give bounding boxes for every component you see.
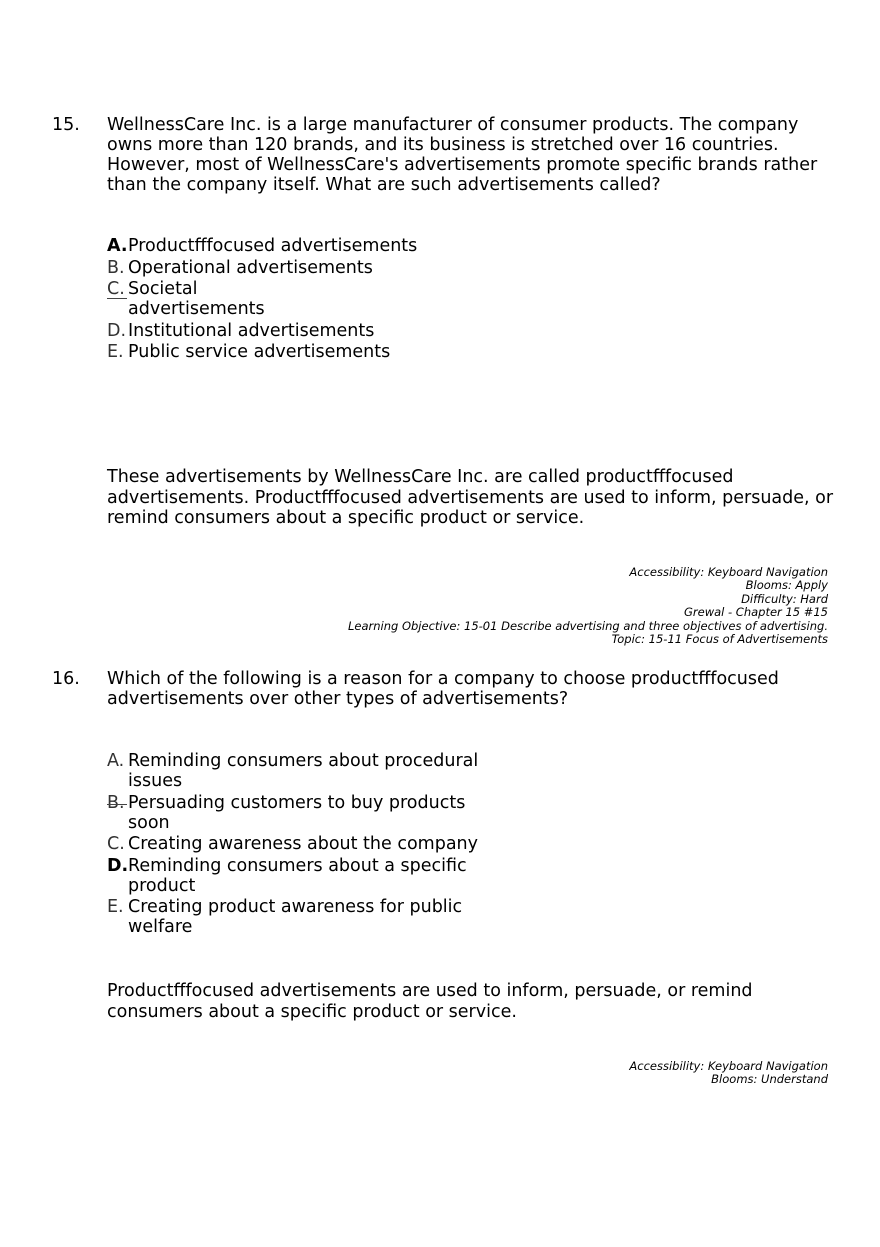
answer-option-a — [107, 751, 487, 791]
option-text: Persuading customers to buy products soon — [128, 792, 466, 833]
answer-option-c — [107, 834, 487, 854]
question-text: Which of the following is a reason for a company to choose productfffocused advertisements over other types of advertisements? — [107, 669, 779, 709]
meta-difficulty: Difficulty: Hard — [741, 591, 828, 606]
answer-option-b — [107, 793, 487, 833]
meta-learning-objective: Learning Objective: 15-01 Describe advertising and three objectives of advertising. — [347, 618, 828, 633]
answer-option-c — [107, 279, 265, 319]
blank-line-mark — [107, 804, 127, 805]
answer-option-a — [107, 236, 527, 256]
option-letter: B. — [107, 257, 125, 278]
question-metadata — [348, 566, 828, 646]
answer-option-e — [107, 897, 487, 937]
meta-topic: Topic: 15-11 Focus of Advertisements — [611, 632, 828, 647]
option-letter: D. — [107, 855, 129, 876]
option-letter: A. — [107, 751, 125, 771]
option-letter: D. — [107, 320, 127, 341]
meta-blooms: Blooms: Apply — [745, 578, 828, 593]
answer-explanation: These advertisements by WellnessCare Inc. are called productfffocused advertisements. Productfffocused advertisements are used to inform, persuade, or remind consumers about a specific product or service. — [107, 467, 834, 528]
meta-accessibility: Accessibility: Keyboard Navigation — [629, 1059, 828, 1073]
option-text: Operational advertisements — [128, 257, 373, 278]
option-text: Reminding consumers about procedural issues — [128, 751, 479, 791]
answer-option-d — [107, 856, 487, 896]
option-text: Productfffocused advertisements — [128, 236, 418, 256]
meta-blooms: Blooms: Understand — [711, 1072, 828, 1087]
option-text: Public service advertisements — [128, 342, 391, 362]
option-text: Institutional advertisements — [128, 320, 375, 341]
answer-option-e — [107, 342, 527, 362]
answer-option-b — [107, 258, 527, 278]
option-text: Creating product awareness for public welfare — [128, 897, 463, 937]
question-number: 16. — [52, 669, 80, 689]
option-text: Societal advertisements — [128, 279, 265, 319]
answer-options — [107, 236, 527, 364]
option-letter: C. — [107, 279, 125, 299]
question-number: 15. — [52, 115, 80, 135]
option-letter: E. — [107, 897, 124, 917]
meta-source: Grewal - Chapter 15 #15 — [683, 605, 828, 620]
question-metadata — [629, 1060, 828, 1087]
option-letter: A. — [107, 236, 128, 256]
option-letter: C. — [107, 834, 125, 854]
option-letter: B. — [107, 792, 125, 813]
option-text: Reminding consumers about a specific product — [128, 855, 467, 896]
option-letter: E. — [107, 342, 124, 362]
meta-accessibility: Accessibility: Keyboard Navigation — [629, 565, 828, 579]
answer-explanation: Productfffocused advertisements are used to inform, persuade, or remind consumers about a specific product or service. — [107, 981, 753, 1022]
answer-options — [107, 751, 487, 939]
option-text: Creating awareness about the company — [128, 834, 478, 854]
blank-line-mark — [107, 298, 127, 299]
question-text: WellnessCare Inc. is a large manufacturer of consumer products. The company owns more than 120 brands, and its business is stretched over 16 countries. However, most of WellnessCare's advertisements promote specific brands rather than the company itself. What are such advertisements called? — [107, 115, 818, 195]
answer-option-d — [107, 321, 527, 341]
